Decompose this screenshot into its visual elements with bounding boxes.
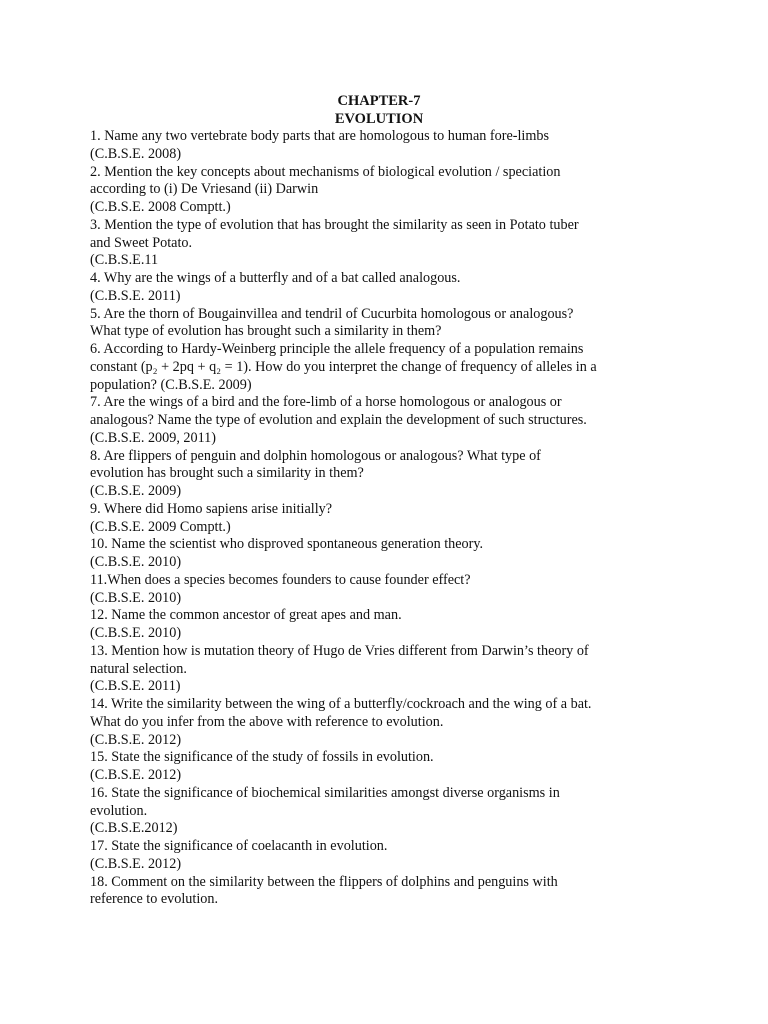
text-line: and Sweet Potato. <box>90 234 193 251</box>
text-line: according to (i) De Vriesand (ii) Darwin <box>90 181 319 198</box>
text-line: 12. Name the common ancestor of great apes and man. <box>90 607 402 624</box>
text-line: reference to evolution. <box>90 891 219 908</box>
text-line: 9. Where did Homo sapiens arise initially? <box>90 500 333 517</box>
text-line: constant (p₂ + 2pq + q₂ = 1). How do you interpret the change of frequency of alleles in a <box>90 358 597 375</box>
text-line: (C.B.S.E.2012) <box>90 820 178 837</box>
text-line: (C.B.S.E. 2008) <box>90 145 182 162</box>
text-line: (C.B.S.E. 2011) <box>90 678 181 695</box>
text-line: 10. Name the scientist who disproved spontaneous generation theory. <box>90 536 484 553</box>
text-line: (C.B.S.E. 2009, 2011) <box>90 429 216 446</box>
text-line: 16. State the significance of biochemical similarities amongst diverse organisms in <box>90 784 560 801</box>
text-line: (C.B.S.E. 2010) <box>90 589 182 606</box>
text-line: (C.B.S.E. 2012) <box>90 767 182 783</box>
text-line: (C.B.S.E. 2011) <box>90 287 181 304</box>
text-line: 1. Name any two vertebrate body parts that are homologous to human fore-limbs <box>90 128 550 144</box>
text-line: 13. Mention how is mutation theory of Hugo de Vries different from Darwin’s theory of <box>90 642 589 659</box>
document-page <box>90 92 730 909</box>
text-line: 18. Comment on the similarity between the flippers of dolphins and penguins with <box>90 873 558 890</box>
text-line: 14. Write the similarity between the wing of a butterfly/cockroach and the wing of a bat. <box>90 696 592 712</box>
text-line: (C.B.S.E. 2012) <box>90 731 182 748</box>
text-line: evolution. <box>90 802 148 819</box>
text-line: analogous? Name the type of evolution and explain the development of such structures. <box>90 412 587 428</box>
text-line: 7. Are the wings of a bird and the fore-limb of a horse homologous or analogous or <box>90 394 562 411</box>
text-line: 15. State the significance of the study of fossils in evolution. <box>90 749 434 766</box>
text-line: 11.When does a species becomes founders to cause founder effect? <box>90 571 471 588</box>
text-line: 17. State the significance of coelacanth in evolution. <box>90 838 388 854</box>
text-line: 3. Mention the type of evolution that has brought the similarity as seen in Potato tuber <box>90 216 579 233</box>
text-line: 8. Are flippers of penguin and dolphin homologous or analogous? What type of <box>90 447 541 464</box>
text-line: (C.B.S.E. 2008 Comptt.) <box>90 199 231 215</box>
text-line: 5. Are the thorn of Bougainvillea and tendril of Cucurbita homologous or analogous? <box>90 305 574 322</box>
text-line: 2. Mention the key concepts about mechanisms of biological evolution / speciation <box>90 163 561 180</box>
text-line: natural selection. <box>90 660 187 677</box>
text-line: (C.B.S.E. 2009 Comptt.) <box>90 518 231 535</box>
text-line: (C.B.S.E.11 <box>90 252 159 269</box>
chapter-title: EVOLUTION <box>334 111 424 127</box>
chapter-heading: CHAPTER-7 <box>337 93 421 109</box>
text-line: What do you infer from the above with reference to evolution. <box>90 713 444 730</box>
text-line: evolution has brought such a similarity in them? <box>90 465 364 482</box>
text-line: (C.B.S.E. 2009) <box>90 483 182 499</box>
question-list <box>90 128 730 909</box>
text-line: (C.B.S.E. 2012) <box>90 855 182 872</box>
text-line: (C.B.S.E. 2010) <box>90 554 182 570</box>
text-line: population? (C.B.S.E. 2009) <box>90 376 252 393</box>
text-line: 6. According to Hardy-Weinberg principle the allele frequency of a population remains <box>90 341 584 357</box>
text-line: (C.B.S.E. 2010) <box>90 625 182 641</box>
text-line: 4. Why are the wings of a butterfly and of a bat called analogous. <box>90 270 461 286</box>
text-line: What type of evolution has brought such a similarity in them? <box>90 323 442 340</box>
